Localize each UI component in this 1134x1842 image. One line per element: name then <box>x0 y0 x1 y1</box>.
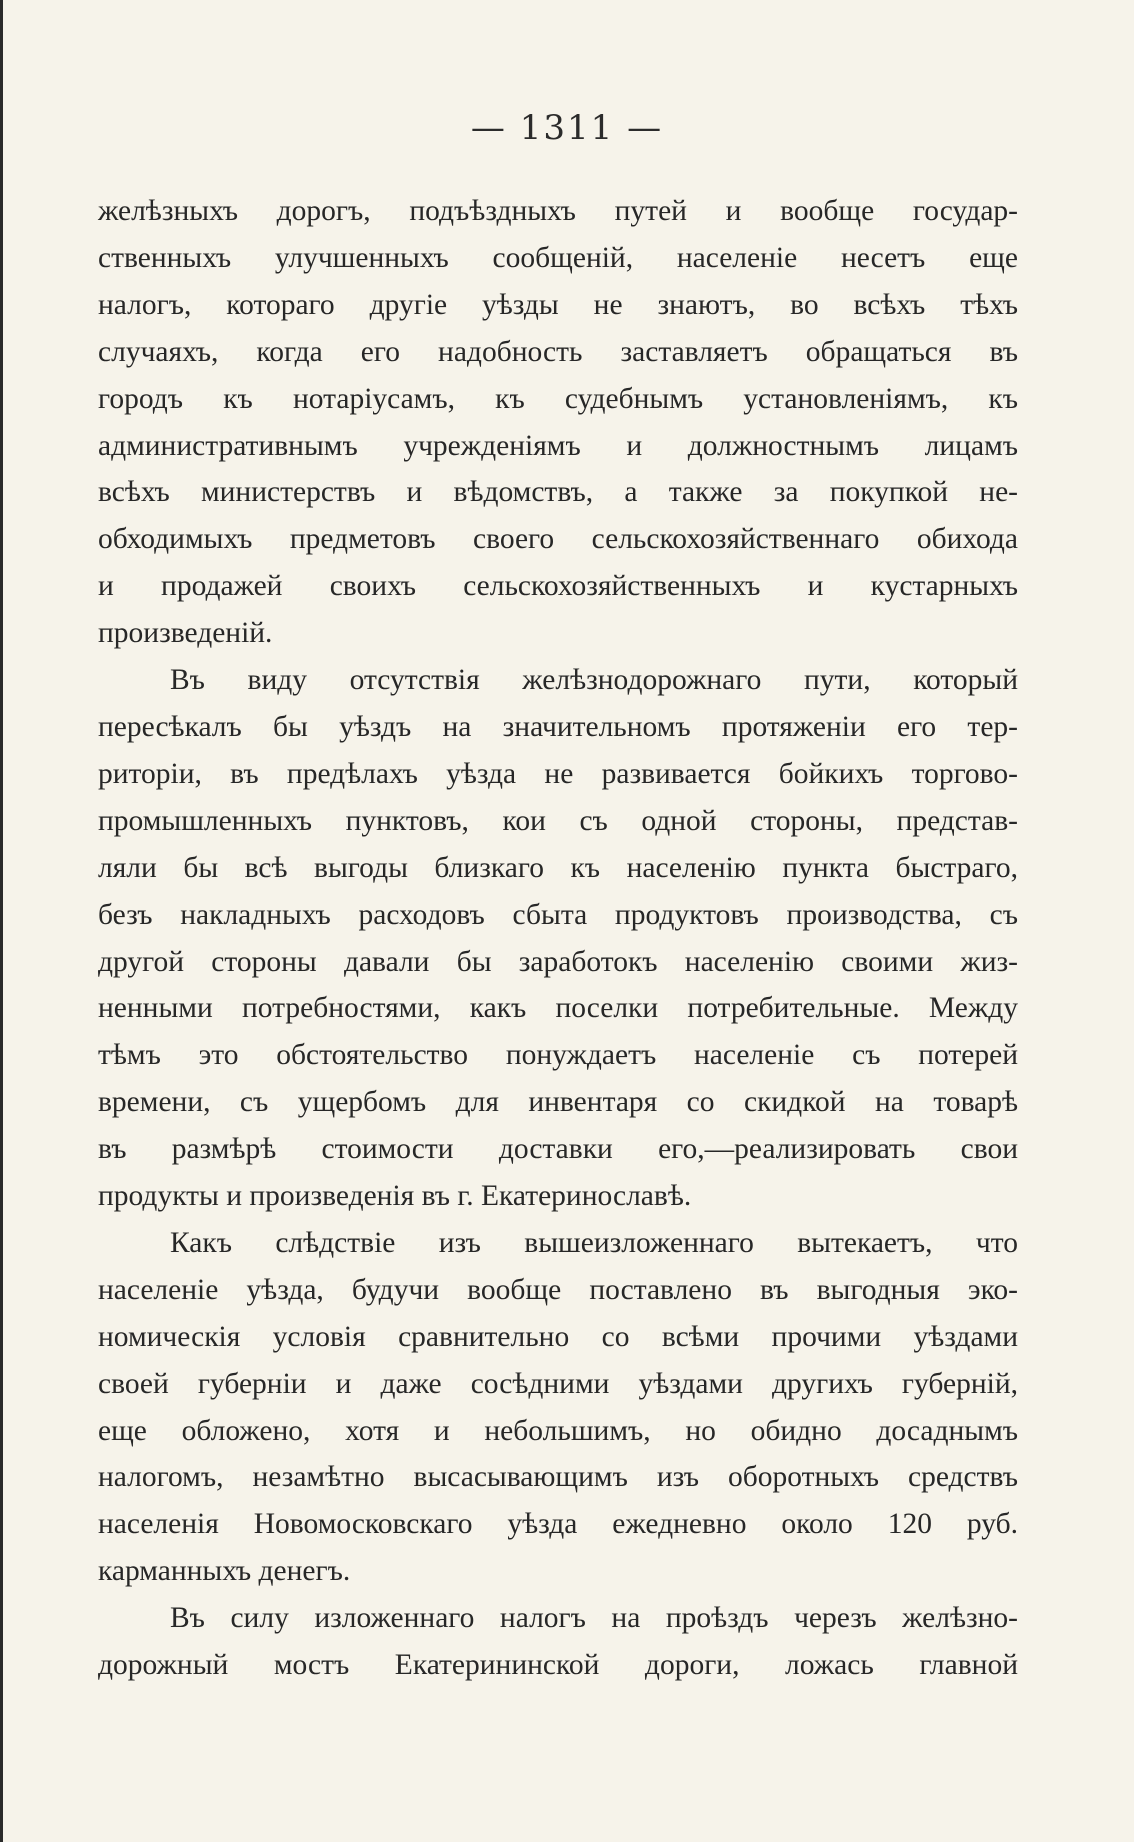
text-line: промышленныхъ пунктовъ, кои съ одной стороны, представ- <box>98 804 1018 837</box>
text-line: произведеній. <box>98 617 273 650</box>
text-line: пересѣкалъ бы уѣздъ на значительномъ протяженіи его тер- <box>98 710 1018 743</box>
text-line: риторіи, въ предѣлахъ уѣзда не развивается бойкихъ торгово- <box>98 757 1018 790</box>
text-line: населенія Новомосковскаго уѣзда ежедневно около 120 руб. <box>98 1508 1018 1541</box>
text-line: своей губерніи и даже сосѣдними уѣздами другихъ губерній, <box>98 1367 1018 1400</box>
text-line: Въ виду отсутствія желѣзнодорожнаго пути, который <box>170 664 1018 697</box>
paragraph <box>98 188 1018 657</box>
text-line: номическія условія сравнительно со всѣми прочими уѣздами <box>98 1320 1018 1353</box>
text-line: тѣмъ это обстоятельство понуждаетъ населеніе съ потерей <box>98 1039 1018 1072</box>
text-line: дорожный мостъ Екатерининской дороги, ложась главной <box>98 1649 1018 1682</box>
paragraph <box>98 1220 1018 1595</box>
text-line: городъ къ нотаріусамъ, къ судебнымъ установленіямъ, къ <box>98 382 1018 415</box>
text-line: еще обложено, хотя и небольшимъ, но обидно досаднымъ <box>98 1414 1018 1447</box>
text-line: административнымъ учрежденіямъ и должностнымъ лицамъ <box>98 429 1018 462</box>
text-line: налогомъ, незамѣтно высасывающимъ изъ оборотныхъ средствъ <box>98 1461 1018 1494</box>
text-line: обходимыхъ предметовъ своего сельскохозяйственнаго обихода <box>98 523 1018 556</box>
text-line: въ размѣрѣ стоимости доставки его,—реализировать свои <box>98 1133 1018 1166</box>
page-number: — 1311 — <box>470 108 664 148</box>
text-line: случаяхъ, когда его надобность заставляетъ обращаться въ <box>98 335 1018 368</box>
text-line: другой стороны давали бы заработокъ населенію своими жиз- <box>98 945 1018 978</box>
text-line: ственныхъ улучшенныхъ сообщеній, населеніе несетъ еще <box>98 241 1018 274</box>
text-line: и продажей своихъ сельскохозяйственныхъ и кустарныхъ <box>98 570 1018 603</box>
body-text <box>98 188 1018 1689</box>
text-line: Въ силу изложеннаго налогъ на проѣздъ черезъ желѣзно- <box>170 1602 1018 1635</box>
text-line: налогъ, котораго другіе уѣзды не знаютъ, во всѣхъ тѣхъ <box>98 288 1018 321</box>
paragraph <box>98 1595 1018 1689</box>
text-line: всѣхъ министерствъ и вѣдомствъ, а также за покупкой не- <box>98 476 1018 509</box>
text-line: карманныхъ денегъ. <box>98 1555 351 1588</box>
text-line: безъ накладныхъ расходовъ сбыта продуктовъ производства, съ <box>98 898 1018 931</box>
text-line: ненными потребностями, какъ поселки потребительные. Между <box>98 992 1018 1025</box>
text-line: желѣзныхъ дорогъ, подъѣздныхъ путей и вообще государ- <box>98 195 1018 227</box>
text-line: Какъ слѣдствіе изъ вышеизложеннаго вытекаетъ, что <box>170 1226 1018 1259</box>
text-line: времени, съ ущербомъ для инвентаря со скидкой на товарѣ <box>98 1086 1018 1119</box>
text-line: ляли бы всѣ выгоды близкаго къ населенію пункта быстраго, <box>98 851 1018 884</box>
page-edge <box>0 0 3 1842</box>
paragraph <box>98 657 1018 1220</box>
text-line: населеніе уѣзда, будучи вообще поставлено въ выгодныя эко- <box>98 1273 1018 1306</box>
text-line: продукты и произведенія въ г. Екатеринославѣ. <box>98 1180 692 1213</box>
